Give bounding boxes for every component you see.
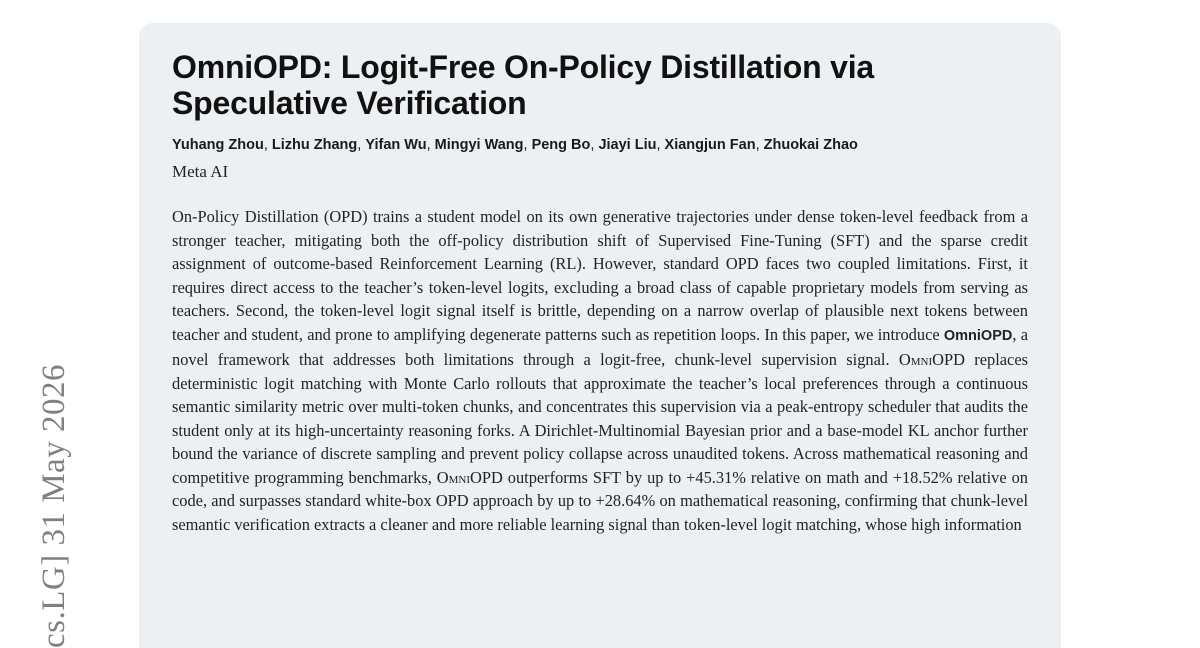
system-name: OmniOPD — [898, 350, 965, 369]
author-name: Peng Bo — [531, 137, 591, 153]
author-name: Yuhang Zhou — [172, 137, 264, 153]
system-name: OmniOPD — [436, 467, 503, 487]
paper-card — [139, 23, 1061, 648]
abstract-text: replaces deterministic logit matching with Monte Carlo rollouts that approximate the teacher’s local preferences through a continuous semantic similarity metric over multi-token chunks, and concentrates this supervision via a peak-entropy scheduler that audits the student only at its high-uncertainty reasoning forks. A Dirichlet-Multinomial Bayesian prior and a base-model KL anchor further bound the variance of discrete sampling and prevent policy collapse across unaudited tokens. Across mathematical reasoning and competitive programming benchmarks, — [172, 350, 1028, 487]
author-name: Jiayi Liu — [598, 137, 657, 153]
arxiv-side-stamp: cs.LG] 31 May 2026 — [36, 364, 72, 648]
paper-title: OmniOPD: Logit-Free On-Policy Distillation via Speculative Verification — [172, 49, 874, 121]
author-name: Mingyi Wang — [434, 137, 524, 153]
author-name: Yifan Wu — [365, 137, 427, 153]
author-name: Zhuokai Zhao — [763, 137, 858, 153]
abstract-text: On-Policy Distillation (OPD) trains a student model on its own generative trajectories under dense token-level feedback from a stronger teacher, mitigating both the off-policy distribution shift of Supervised Fine-Tuning (SFT) and the sparse credit assignment of outcome-based Reinforcement Learning (RL). However, standard OPD faces two coupled limitations. First, it requires direct access to the teacher’s token-level logits, excluding a broad class of capable proprietary models from serving as teachers. Second, the token-level logit signal itself is brittle, depending on a narrow overlap of plausible next tokens between teacher and student, and prone to amplifying degenerate patterns such as repetition loops. In this paper, we introduce — [172, 207, 1028, 344]
system-name: OmniOPD — [943, 327, 1013, 344]
author-name: Xiangjun Fan — [664, 137, 756, 153]
abstract-text: , a novel framework that addresses both limitations through a logit-free, chunk-level supervision signal. — [172, 324, 1028, 369]
abstract — [172, 205, 1028, 536]
abstract-text: outperforms SFT by up to +45.31% relative on math and +18.52% relative on code, and surpasses standard white-box OPD approach by up to +28.64% on mathematical reasoning, confirming that chunk-level semantic verification extracts a cleaner and more reliable learning signal than token-level logit matching, whose high information — [172, 467, 1028, 534]
author-list: Yuhang Zhou, Lizhu Zhang, Yifan Wu, Mingyi Wang, Peng Bo, Jiayi Liu, Xiangjun Fan, Zhuokai Zhao — [172, 137, 858, 153]
affiliation: Meta AI — [172, 162, 229, 181]
author-name: Lizhu Zhang — [271, 137, 358, 153]
